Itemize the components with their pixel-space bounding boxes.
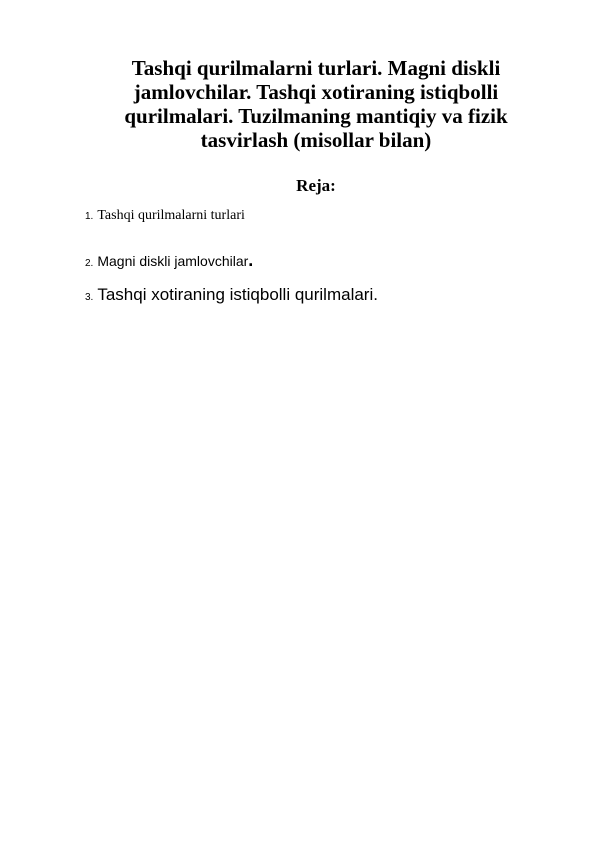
document-title: Tashqi qurilmalarni turlari. Magni diskli jamlovchilar. Tashqi xotiraning istiqbolli qurilmalari. Tuzilmaning mantiqiy va fizik tasvirlash (misollar bilan) — [124, 56, 508, 152]
plan-heading: Reja: — [296, 176, 336, 195]
plan-item-text: Magni diskli jamlovchilar — [97, 253, 249, 269]
plan-item — [85, 285, 378, 305]
plan-item-period: . — [248, 250, 254, 270]
plan-item-number: 2. — [85, 258, 94, 269]
plan-item — [85, 250, 253, 271]
plan-item — [85, 206, 245, 224]
plan-item-text: Tashqi xotiraning istiqbolli qurilmalari. — [97, 285, 378, 304]
plan-item-text: Tashqi qurilmalarni turlari — [97, 208, 245, 223]
plan-item-number: 1. — [85, 211, 94, 222]
plan-item-number: 3. — [85, 292, 94, 303]
